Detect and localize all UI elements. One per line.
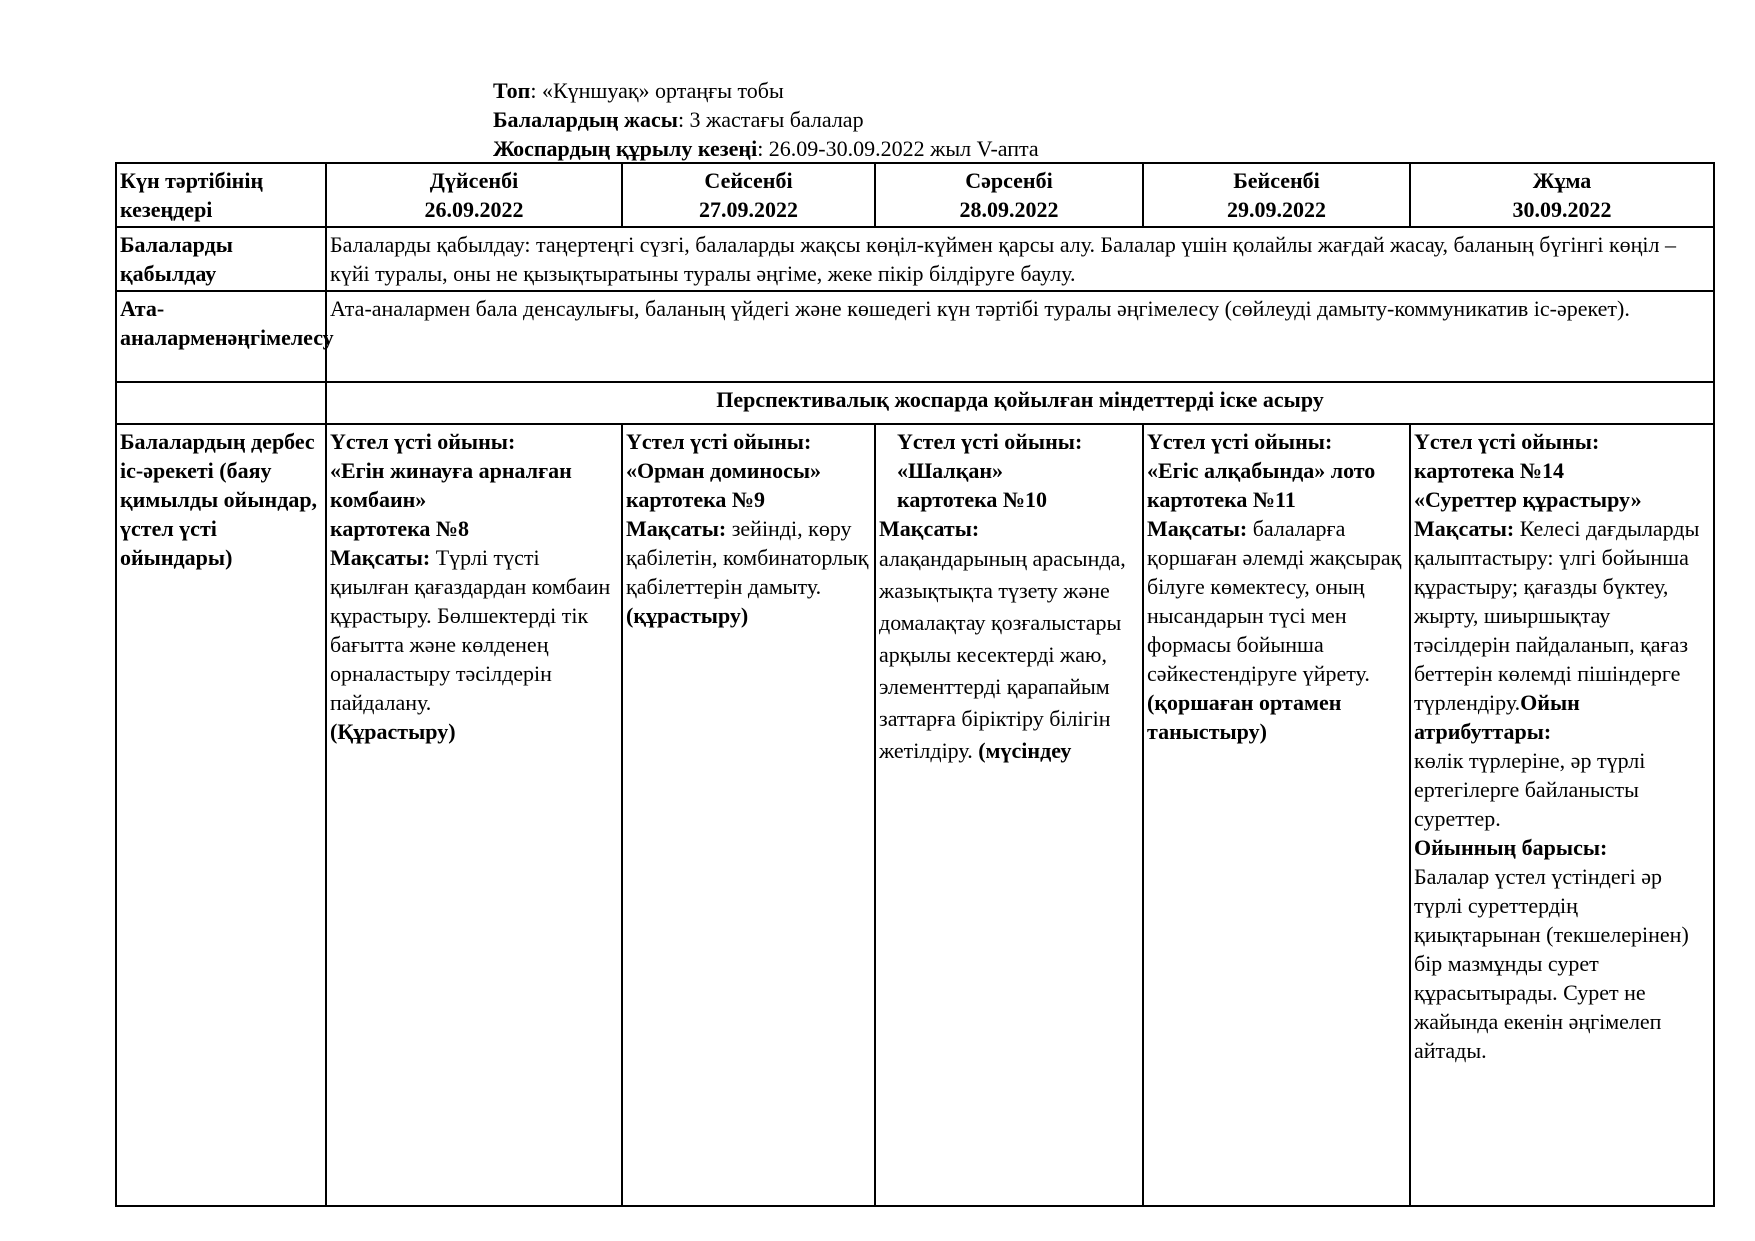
activity-card: картотека №11 [1147,487,1296,512]
day-header-friday [1410,163,1714,227]
parents-row [116,291,1714,382]
perspective-row [116,382,1714,424]
period-value: : 26.09-30.09.2022 жыл V-апта [757,136,1039,161]
age-value: : 3 жастағы балалар [677,107,864,132]
activity-game: «Орман доминосы» [626,458,822,483]
day-name: Бейсенбі [1233,168,1320,193]
activity-card: картотека №14 [1414,458,1565,483]
day-header-thursday [1143,163,1410,227]
parents-text: Ата-аналармен бала денсаулығы, баланың үйдегі және көшедегі күн тәртібі туралы әңгімелесу (сөйлеуді дамыту-коммуникатив іс-әрекет). [326,291,1714,382]
activity-area: (құрастыру) [626,603,749,628]
perspective-text: Перспективалық жоспарда қойылған міндеттерді іске асыру [326,382,1714,424]
goal-text: балаларға қоршаған әлемді жақсырақ білуге көмектесу, оның нысандарын түсі мен формасы бойынша сәйкестендіруге үйрету. [1147,516,1402,686]
goal-label: Мақсаты: [1414,516,1515,541]
day-header-wednesday [875,163,1143,227]
day-name: Жұма [1532,168,1592,193]
day-date: 30.09.2022 [1512,197,1612,222]
activity-goal [1147,514,1406,688]
reception-row [116,227,1714,291]
activity-title: Үстел үсті ойыны: [626,429,812,454]
group-line [493,76,1039,105]
empty-cell [116,382,326,424]
activity-card: картотека №8 [330,516,470,541]
schedule-stages-header: Күн тәртібінің кезеңдері [116,163,326,227]
activity-goal [1414,514,1710,746]
activity-game: «Шалқан» [897,458,1004,483]
goal-label: Мақсаты: [626,516,727,541]
activity-title: Үстел үсті ойыны: [1147,429,1333,454]
day-header-tuesday [622,163,875,227]
activity-row [116,424,1714,1206]
activity-goal [626,514,871,601]
parents-label: Ата-аналарменәңгімелесу [116,291,326,382]
attr-text: көлік түрлеріне, әр түрлі ертегілерге байланысты суреттер. [1414,748,1646,831]
goal-label: Мақсаты: [879,516,980,541]
goal-label: Мақсаты: [1147,516,1248,541]
period-line [493,134,1039,163]
weekly-plan-table [115,162,1715,1207]
activity-label: Балалардың дербес іс-әрекеті (баяу қимылды ойындар, үстел үсті ойындары) [116,424,326,1206]
activity-thursday [1143,424,1410,1206]
activity-game: «Егіс алқабында» лото [1147,458,1376,483]
group-value: : «Күншуақ» ортаңғы тобы [530,78,784,103]
activity-game: «Егін жинауға арналған комбаин» [330,458,572,512]
reception-text: Балаларды қабылдау: таңертеңгі сүзгі, балаларды жақсы көңіл-күймен қарсы алу. Балалар үшін қолайлы жағдай жасау, баланың бүгінгі көңіл – күйі туралы, оны не қызықтыратыны туралы әңгіме, жеке пікір білдіруге баулу. [326,227,1714,291]
activity-monday [326,424,622,1206]
goal-text: Түрлі түсті қиылған қағаздардан комбаин құрастыру. Бөлшектерді тік бағытта және көлденең орналастыру тәсілдерін пайдалану. [330,545,611,715]
activity-area: (Құрастыру) [330,719,456,744]
process-text: Балалар үстел үстіндегі әр түрлі суреттердің қиықтарынан (текшелерінен) бір мазмұнды сурет құрасытырады. Сурет не жайында екенін әңгімелеп айтады. [1414,864,1689,1063]
age-line [493,105,1039,134]
attr-label: Ойын атрибуттары: [1414,690,1580,744]
activity-friday [1410,424,1714,1206]
day-header-monday [326,163,622,227]
day-name: Сейсенбі [704,168,793,193]
goal-text: алақандарының арасында, жазықтықта түзету және домалақтау қозғалыстары арқылы кесектерді жаю, элементтерді қарапайым заттарға біріктіру білігін жетілдіру. [879,546,1126,763]
period-label: Жоспардың құрылу кезеңі [493,136,758,161]
activity-goal [330,543,618,717]
day-date: 27.09.2022 [699,197,798,222]
goal-text: зейінді, көру қабілетін, комбинаторлық қабілеттерін дамыту. [626,516,869,599]
reception-label: Балаларды қабылдау [116,227,326,291]
table-header-row [116,163,1714,227]
process-label: Ойынның барысы: [1414,835,1608,860]
day-name: Дүйсенбі [429,168,519,193]
day-date: 29.09.2022 [1227,197,1326,222]
activity-title: Үстел үсті ойыны: [1414,429,1600,454]
day-name: Сәрсенбі [965,168,1053,193]
group-label: Топ [493,78,531,103]
activity-title: Үстел үсті ойыны: [330,429,516,454]
activity-card: картотека №9 [626,487,766,512]
activity-card: картотека №10 [897,487,1048,512]
day-date: 26.09.2022 [424,197,524,222]
activity-game: «Суреттер құрастыру» [1414,487,1642,512]
age-label: Балалардың жасы [493,107,678,132]
activity-area: (қоршаған ортамен таныстыру) [1147,690,1342,744]
activity-title: Үстел үсті ойыны: [897,429,1083,454]
plan-header [493,76,1039,163]
day-date: 28.09.2022 [959,197,1059,222]
activity-wednesday [875,424,1143,1206]
activity-area: (мүсіндеу [972,738,1072,763]
goal-label: Мақсаты: [330,545,431,570]
goal-text: Келесі дағдыларды қалыптастыру: үлгі бойынша құрастыру; қағазды бүктеу, жырту, шиыршықтау тәсілдерін пайдаланып, қағаз беттерін көлемді пішіндерге түрлендіру. [1414,516,1700,715]
activity-goal [879,543,1139,767]
activity-tuesday [622,424,875,1206]
